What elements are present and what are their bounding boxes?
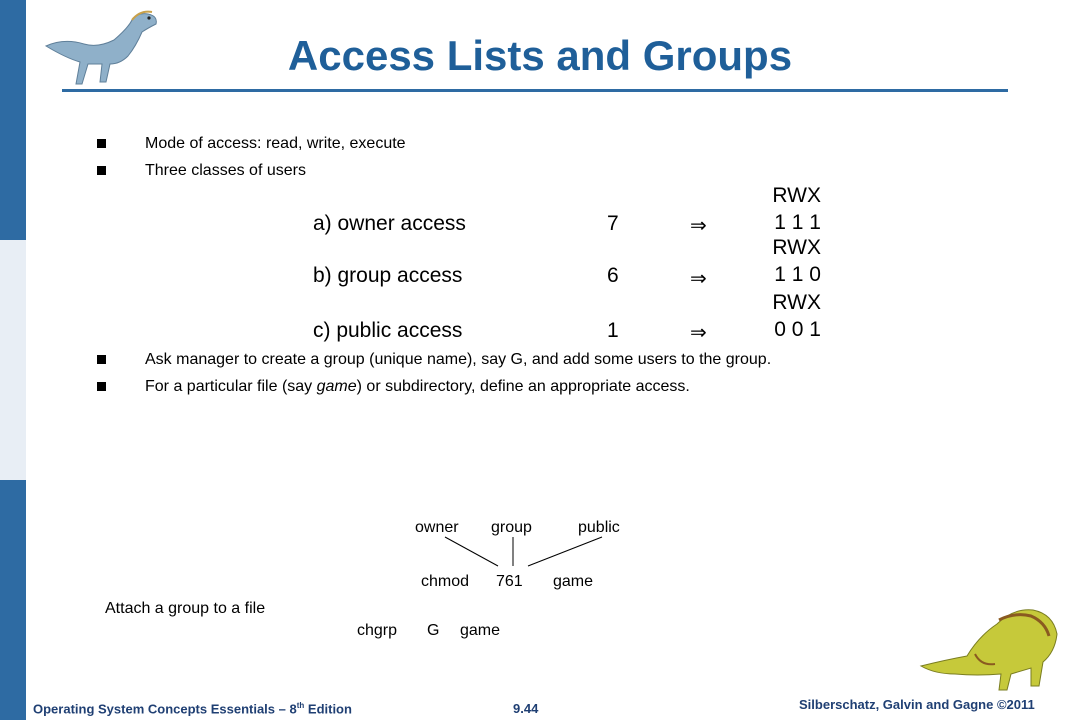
bullet-text: Three classes of users (145, 162, 306, 179)
chgrp-group: G (427, 622, 440, 639)
diagram-owner: owner (415, 519, 459, 536)
text-part: For a particular file (say (145, 378, 317, 395)
rwx-bits: 1 1 0 (774, 263, 821, 286)
chgrp-command: chgrp (357, 622, 398, 639)
page-number: 9.44 (513, 701, 539, 716)
row-value: 1 (607, 319, 619, 342)
footer-superscript: th (296, 701, 305, 710)
text-part: ) or subdirectory, define an appropriate access. (356, 378, 690, 395)
implies-arrow-icon: ⇒ (690, 322, 707, 344)
footer-authors: Silberschatz, Galvin and Gagne ©2011 (799, 697, 1035, 712)
row-value: 7 (607, 212, 619, 235)
implies-arrow-icon: ⇒ (690, 268, 707, 290)
footer-edition: Edition (304, 701, 352, 717)
chmod-command: chmod (421, 573, 470, 590)
diagram-group: group (491, 519, 532, 536)
chgrp-file: game (460, 622, 501, 639)
diagram-public: public (578, 519, 620, 536)
chmod-mode: 761 (496, 573, 523, 590)
row-label: c) public access (313, 319, 463, 342)
footer-book-title (33, 701, 352, 716)
rwx-bits: 1 1 1 (774, 211, 821, 234)
filename-italic: game (316, 378, 357, 395)
rwx-header: RWX (772, 236, 821, 259)
implies-arrow-icon: ⇒ (690, 215, 707, 237)
chmod-file: game (553, 573, 594, 590)
footer-book-title-main: Operating System Concepts Essentials – 8 (33, 701, 297, 717)
row-label: a) owner access (313, 212, 466, 235)
row-value: 6 (607, 264, 619, 287)
dinosaur-icon (915, 596, 1065, 694)
rwx-header: RWX (772, 184, 821, 207)
bullet-text: Ask manager to create a group (unique name), say G, and add some users to the group. (145, 351, 772, 368)
rwx-bits: 0 0 1 (774, 318, 821, 341)
rwx-header: RWX (772, 291, 821, 314)
attach-label: Attach a group to a file (105, 600, 266, 617)
page-title: Access Lists and Groups (287, 32, 793, 79)
row-label: b) group access (313, 264, 463, 287)
bullet-text: Mode of access: read, write, execute (145, 135, 406, 152)
